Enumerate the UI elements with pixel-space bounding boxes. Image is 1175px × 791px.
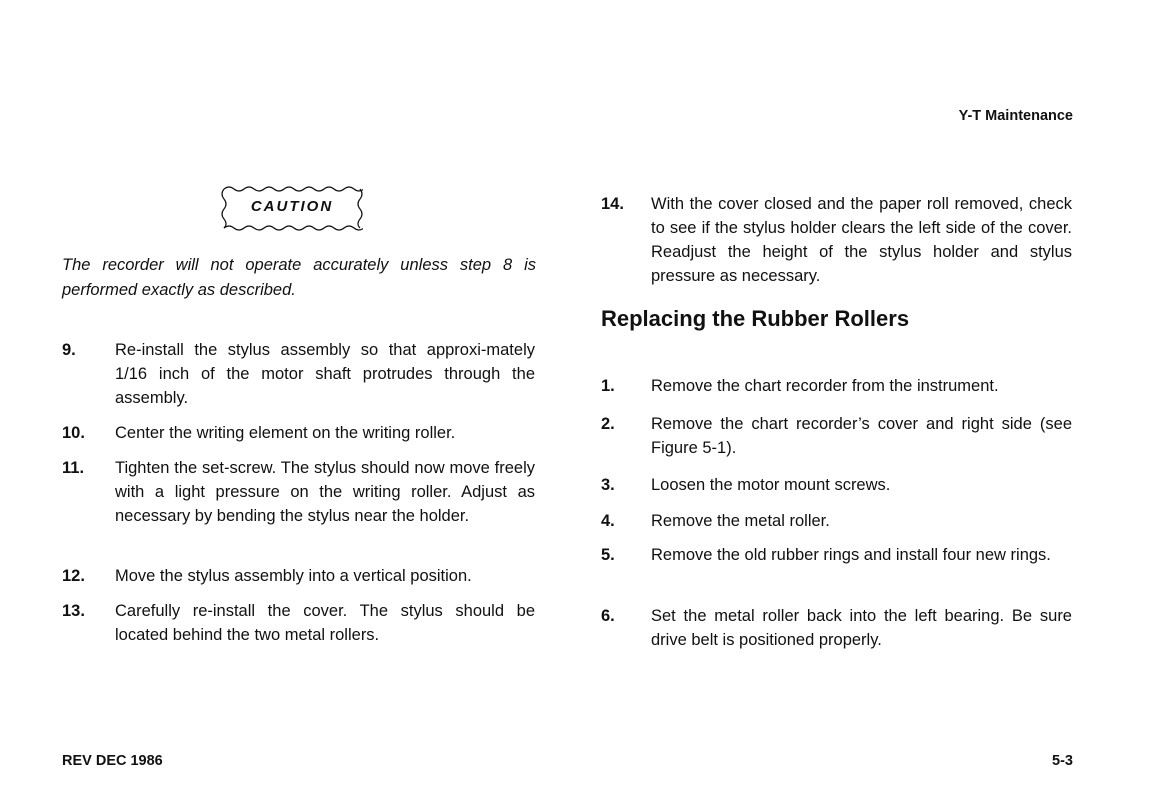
step-number: 13. [62, 602, 85, 620]
running-header: Y-T Maintenance [958, 108, 1073, 124]
step-text: With the cover closed and the paper roll removed, check to see if the stylus holder clears the left side of the cover. Readjust the height of the stylus holder and stylus pressure as necessary. [651, 195, 1072, 285]
step-text: Tighten the set-screw. The stylus should now move freely with a light pressure on the writing roller. Adjust as necessary by bending the stylus near the holder. [115, 459, 535, 525]
step-text: Remove the chart recorder from the instrument. [651, 377, 999, 395]
page-number: 5-3 [1052, 753, 1073, 769]
section-title: Replacing the Rubber Rollers [601, 306, 910, 331]
step-text: Re-install the stylus assembly so that approxi-mately 1/16 inch of the motor shaft protrudes through the assembly. [115, 341, 535, 407]
step-number: 14. [601, 195, 624, 213]
step-number: 6. [601, 607, 615, 625]
step-number: 10. [62, 424, 85, 442]
step-text: Remove the metal roller. [651, 512, 830, 530]
step-text: Remove the old rubber rings and install four new rings. [651, 546, 1051, 564]
caution-label: CAUTION [250, 198, 334, 215]
step-number: 4. [601, 512, 615, 530]
caution-box [221, 184, 363, 232]
step-number: 1. [601, 377, 615, 395]
step-text: Set the metal roller back into the left bearing. Be sure drive belt is positioned properly. [651, 607, 1072, 649]
caution-text: The recorder will not operate accurately unless step 8 is performed exactly as described. [62, 256, 536, 299]
step-number: 3. [601, 476, 615, 494]
step-text: Center the writing element on the writing roller. [115, 424, 456, 442]
revision-date: REV DEC 1986 [62, 753, 163, 769]
step-number: 12. [62, 567, 85, 585]
step-text: Remove the chart recorder’s cover and right side (see Figure 5-1). [651, 415, 1072, 457]
step-text: Carefully re-install the cover. The stylus should be located behind the two metal rollers. [115, 602, 535, 644]
step-number: 5. [601, 546, 615, 564]
step-number: 9. [62, 341, 76, 359]
step-number: 11. [62, 459, 85, 477]
step-text: Move the stylus assembly into a vertical position. [115, 567, 472, 585]
step-number: 2. [601, 415, 615, 433]
step-text: Loosen the motor mount screws. [651, 476, 891, 494]
